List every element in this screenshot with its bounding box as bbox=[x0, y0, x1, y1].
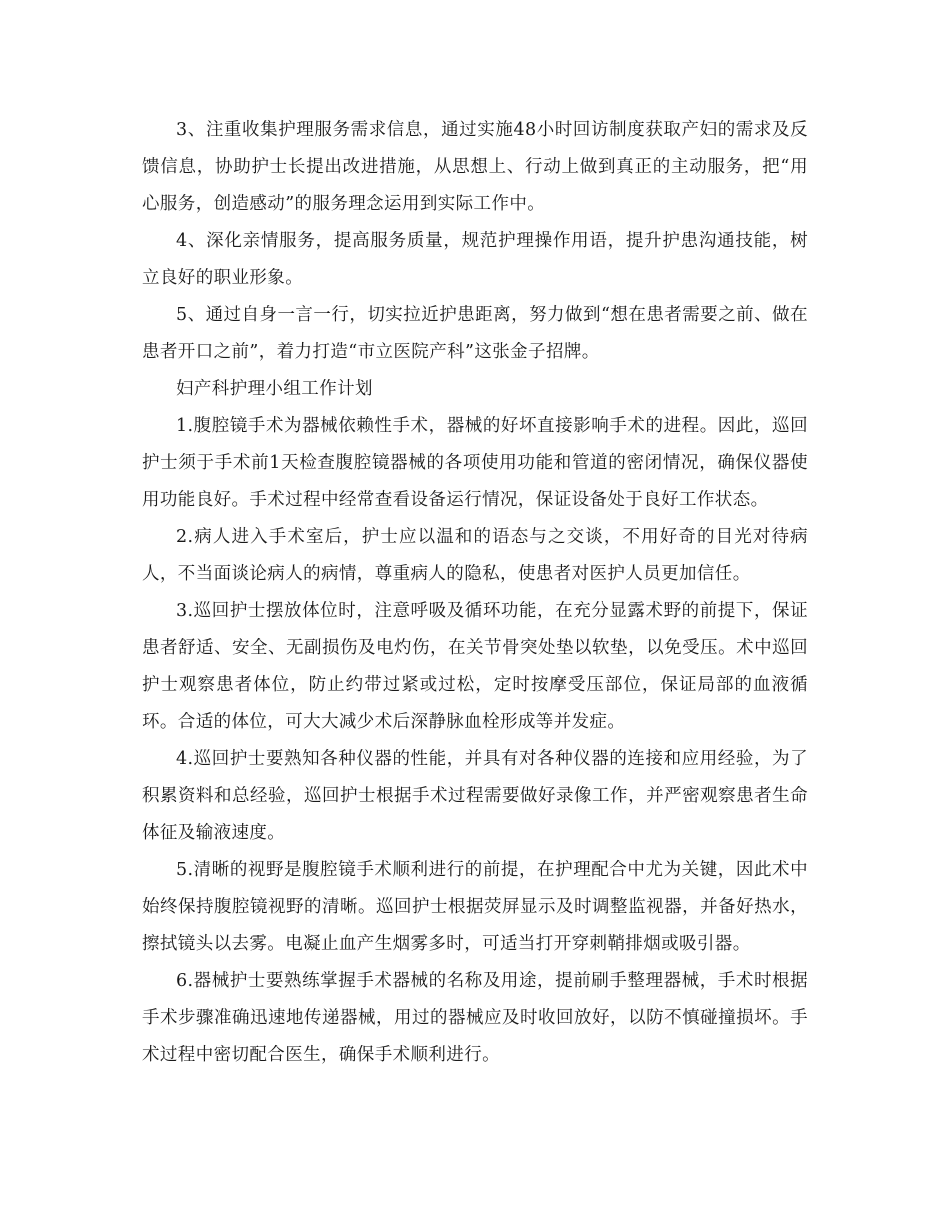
plan-item-1: 1.腹腔镜手术为器械依赖性手术，器械的好坏直接影响手术的进程。因此，巡回护士须于手术前1天检查腹腔镜器械的各项使用功能和管道的密闭情况，确保仪器使用功能良好。手术过程中经常查看设备运行情况，保证设备处于良好工作状态。 bbox=[142, 416, 808, 510]
document-body bbox=[142, 112, 808, 1074]
paragraph-service-info: 3、注重收集护理服务需求信息，通过实施48小时回访制度获取产妇的需求及反馈信息，协助护士长提出改进措施，从思想上、行动上做到真正的主动服务，把“用心服务，创造感动”的服务理念运用到实际工作中。 bbox=[142, 120, 808, 214]
paragraph-kinship-service: 4、深化亲情服务，提高服务质量，规范护理操作用语，提升护患沟通技能，树立良好的职业形象。 bbox=[142, 231, 808, 288]
plan-item-6: 6.器械护士要熟练掌握手术器械的名称及用途，提前刷手整理器械，手术时根据手术步骤准确迅速地传递器械，用过的器械应及时收回放好，以防不慎碰撞损坏。手术过程中密切配合医生，确保手术顺利进行。 bbox=[142, 971, 808, 1065]
plan-item-4: 4.巡回护士要熟知各种仪器的性能，并具有对各种仪器的连接和应用经验，为了积累资料和总经验，巡回护士根据手术过程需要做好录像工作，并严密观察患者生命体征及输液速度。 bbox=[142, 749, 808, 843]
plan-item-2: 2.病人进入手术室后，护士应以温和的语态与之交谈，不用好奇的目光对待病人，不当面谈论病人的病情，尊重病人的隐私，使患者对医护人员更加信任。 bbox=[142, 527, 808, 584]
plan-item-3: 3.巡回护士摆放体位时，注意呼吸及循环功能，在充分显露术野的前提下，保证患者舒适、安全、无副损伤及电灼伤，在关节骨突处垫以软垫，以免受压。术中巡回护士观察患者体位，防止约带过紧或过松，定时按摩受压部位，保证局部的血液循环。合适的体位，可大大减少术后深静脉血栓形成等并发症。 bbox=[142, 601, 808, 732]
section-title: 妇产科护理小组工作计划 bbox=[176, 379, 373, 399]
plan-item-5: 5.清晰的视野是腹腔镜手术顺利进行的前提，在护理配合中尤为关键，因此术中始终保持腹腔镜视野的清晰。巡回护士根据荧屏显示及时调整监视器，并备好热水，擦拭镜头以去雾。电凝止血产生烟雾多时，可适当打开穿刺鞘排烟或吸引器。 bbox=[142, 860, 808, 954]
paragraph-brand-building: 5、通过自身一言一行，切实拉近护患距离，努力做到“想在患者需要之前、做在患者开口之前”，着力打造“市立医院产科”这张金子招牌。 bbox=[142, 305, 808, 362]
